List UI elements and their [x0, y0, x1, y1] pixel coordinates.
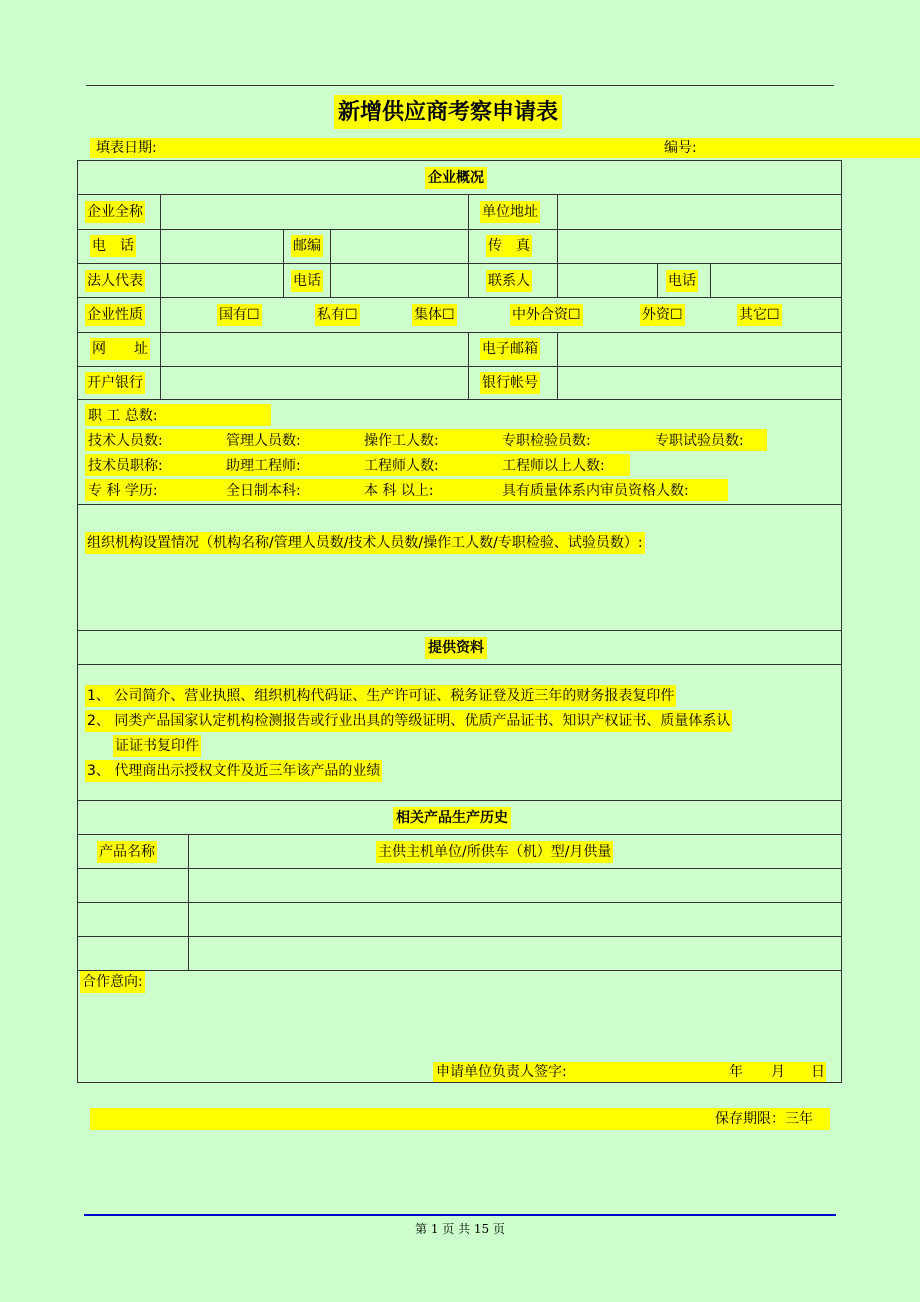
staff-operator-count: 操作工人数: — [364, 433, 439, 449]
row-divider — [77, 800, 842, 801]
top-rule — [86, 85, 834, 86]
col-divider — [160, 194, 161, 399]
row-divider — [77, 332, 842, 333]
col-divider — [468, 194, 469, 229]
postcode-label: 邮编 — [291, 235, 323, 257]
staff-fulltime-bachelor: 全日制本科: — [226, 483, 301, 499]
section-heading-company: 企业概况 — [425, 167, 487, 189]
section-heading-materials: 提供资料 — [425, 637, 487, 659]
nature-option-other[interactable]: 其它☐ — [737, 304, 782, 326]
product-name-cell[interactable] — [79, 938, 187, 969]
cooperation-field[interactable] — [80, 995, 838, 1055]
cooperation-label: 合作意向: — [80, 971, 145, 993]
staff-senior-engineer-count: 工程师以上人数: — [502, 458, 605, 474]
nature-option-private[interactable]: 私有☐ — [315, 304, 360, 326]
website-label: 网 址 — [90, 338, 150, 360]
sign-year: 年 — [729, 1064, 743, 1080]
material-item-1: 1、 公司简介、营业执照、组织机构代码证、生产许可证、税务证登及近三年的财务报表复印件 — [85, 685, 676, 707]
supply-info-cell[interactable] — [190, 938, 840, 969]
row-divider — [77, 229, 842, 230]
staff-engineer-count: 工程师人数: — [364, 458, 439, 474]
phone2-label: 电话 — [291, 270, 323, 292]
row-divider — [77, 263, 842, 264]
row-divider — [77, 194, 842, 195]
row-divider — [77, 936, 842, 937]
row-divider — [77, 630, 842, 631]
email-label: 电子邮箱 — [480, 338, 540, 360]
row-divider — [77, 297, 842, 298]
staff-auditor-count: 具有质量体系内审员资格人数: — [502, 483, 689, 499]
row-divider — [77, 664, 842, 665]
row-divider — [77, 868, 842, 869]
row-divider — [77, 399, 842, 400]
staff-college: 专 科 学历: — [88, 483, 158, 499]
staff-total-label: 职 工 总数: — [88, 408, 158, 424]
fill-date-label: 填表日期: — [96, 140, 157, 156]
phone2-field[interactable] — [332, 265, 467, 296]
col-divider — [330, 229, 331, 297]
signature-label: 申请单位负责人签字: — [436, 1064, 567, 1080]
contact-label: 联系人 — [486, 270, 532, 292]
website-field[interactable] — [162, 334, 467, 365]
phone-label: 电 话 — [90, 235, 136, 257]
bank-label: 开户银行 — [85, 372, 145, 394]
row-divider — [77, 834, 842, 835]
company-name-field[interactable] — [162, 196, 467, 228]
col-divider — [557, 332, 558, 399]
address-field[interactable] — [559, 196, 839, 228]
col-divider — [557, 194, 558, 229]
retention-label: 保存期限：三年 — [715, 1111, 813, 1127]
row-divider — [77, 504, 842, 505]
number-label: 编号: — [664, 140, 697, 156]
col-divider — [557, 229, 558, 297]
supply-info-cell[interactable] — [190, 904, 840, 935]
staff-bachelor-above: 本 科 以上: — [364, 483, 434, 499]
supply-info-cell[interactable] — [190, 870, 840, 901]
product-name-cell[interactable] — [79, 870, 187, 901]
fax-label: 传 真 — [486, 235, 532, 257]
staff-mgmt-count: 管理人员数: — [226, 433, 301, 449]
product-name-cell[interactable] — [79, 904, 187, 935]
legal-rep-label: 法人代表 — [85, 270, 145, 292]
fax-field[interactable] — [559, 231, 839, 262]
phone3-field[interactable] — [712, 265, 839, 296]
postcode-field[interactable] — [332, 231, 467, 262]
col-divider — [283, 229, 284, 297]
org-structure-label: 组织机构设置情况（机构名称/管理人员数/技术人员数/操作工人数/专职检验、试验员数）: — [85, 532, 645, 554]
legal-rep-field[interactable] — [162, 265, 282, 296]
staff-tech-count: 技术人员数: — [88, 433, 163, 449]
header-fill-bar — [90, 138, 920, 158]
nature-option-joint-venture[interactable]: 中外合资☐ — [510, 304, 583, 326]
staff-asst-engineer: 助理工程师: — [226, 458, 301, 474]
staff-inspector-count: 专职检验员数: — [502, 433, 591, 449]
col-divider — [188, 834, 189, 970]
sign-month: 月 — [771, 1064, 785, 1080]
staff-tech-title: 技术员职称: — [88, 458, 163, 474]
nature-option-state[interactable]: 国有☐ — [217, 304, 262, 326]
address-label: 单位地址 — [480, 201, 540, 223]
col-divider — [468, 332, 469, 399]
material-item-3: 3、 代理商出示授权文件及近三年该产品的业绩 — [85, 760, 382, 782]
col-divider — [657, 263, 658, 297]
col-divider — [710, 263, 711, 297]
supply-info-header: 主供主机单位/所供车（机）型/月供量 — [376, 841, 613, 863]
footer-rule — [84, 1214, 836, 1216]
material-item-2-cont: 证证书复印件 — [113, 735, 201, 757]
row-divider — [77, 970, 842, 971]
bank-field[interactable] — [162, 368, 467, 398]
phone-field[interactable] — [162, 231, 282, 262]
page-number: 第 1 页 共 15 页 — [415, 1222, 505, 1236]
staff-tester-count: 专职试验员数: — [655, 433, 744, 449]
nature-option-collective[interactable]: 集体☐ — [412, 304, 457, 326]
sign-day: 日 — [811, 1064, 825, 1080]
company-name-label: 企业全称 — [85, 201, 145, 223]
row-divider — [77, 902, 842, 903]
account-label: 银行帐号 — [480, 372, 540, 394]
nature-option-foreign[interactable]: 外资☐ — [640, 304, 685, 326]
row-divider — [77, 366, 842, 367]
nature-label: 企业性质 — [85, 304, 145, 326]
email-field[interactable] — [559, 334, 839, 365]
col-divider — [468, 229, 469, 297]
section-heading-history: 相关产品生产历史 — [393, 807, 511, 829]
account-field[interactable] — [559, 368, 839, 398]
form-title: 新增供应商考察申请表 — [334, 95, 562, 129]
contact-field[interactable] — [559, 265, 656, 296]
material-item-2: 2、 同类产品国家认定机构检测报告或行业出具的等级证明、优质产品证书、知识产权证书、质量体系认 — [85, 710, 732, 732]
phone3-label: 电话 — [666, 270, 698, 292]
org-structure-field[interactable] — [80, 556, 838, 628]
product-name-header: 产品名称 — [97, 841, 157, 863]
